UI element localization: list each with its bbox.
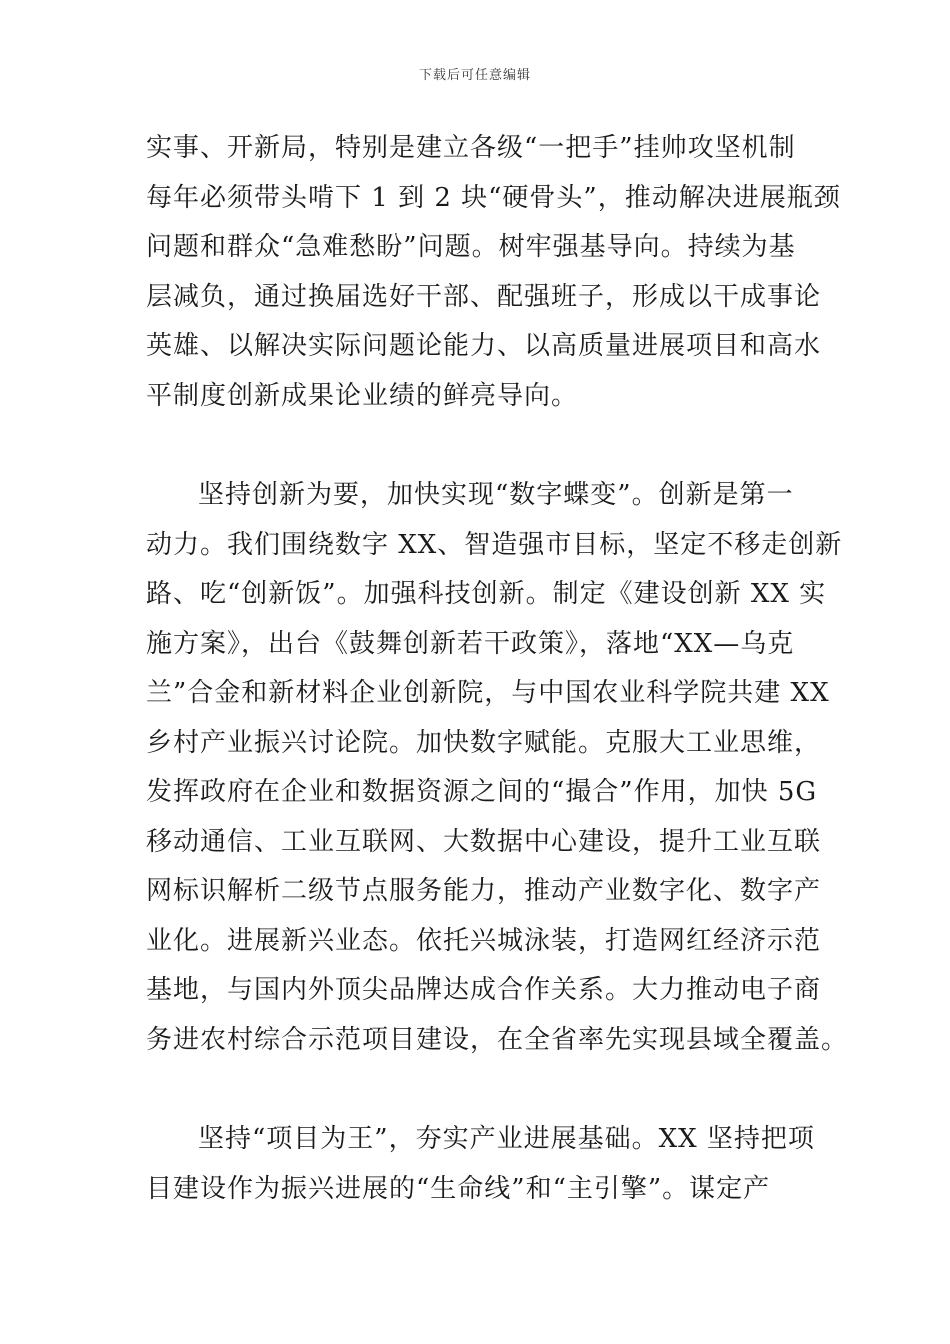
text-line: 层减负，通过换届选好干部、配强班子，形成以干成事论: [146, 281, 822, 312]
text-line: 基地，与国内外顶尖品牌达成合作关系。大力推动电子商: [146, 975, 822, 1005]
text-line: 兰”合金和新材料企业创新院，与中国农业科学院共建 XX: [146, 678, 830, 708]
text-line: 坚持“项目为王”，夯实产业进展基础。XX 坚持把项: [198, 1124, 815, 1154]
paragraph-3: [146, 1115, 814, 1214]
text-line: 实事、开新局，特别是建立各级“一把手”挂帅攻坚机制: [146, 133, 796, 163]
text-line: 问题和群众“急难愁盼”问题。树牢强基导向。持续为基: [146, 232, 796, 262]
text-line: 移动通信、工业互联网、大数据中心建设，提升工业互联: [146, 826, 822, 857]
paragraph-1: [146, 124, 841, 421]
document-body: [146, 124, 849, 1214]
page-header: 下载后可任意编辑: [418, 68, 531, 83]
text-line: 每年必须带头啃下 1 到 2 块“硬骨头”，推动解决进展瓶颈: [146, 182, 841, 213]
text-line: 目建设作为振兴进展的“生命线”和“主引擎”。谋定产: [146, 1173, 771, 1204]
paragraph-2: [146, 471, 849, 1065]
text-line: 平制度创新成果论业绩的鲜亮导向。: [146, 380, 579, 411]
text-line: 务进农村综合示范项目建设，在全省率先实现县域全覆盖。: [146, 1024, 849, 1055]
text-line: 发挥政府在企业和数据资源之间的“撮合”作用，加快 5G: [146, 777, 818, 807]
text-line: 路、吃“创新饭”。加强科技创新。制定《建设创新 XX 实: [146, 579, 827, 609]
text-line: 施方案》，出台《鼓舞创新若干政策》，落地“XX—乌克: [146, 628, 795, 659]
text-line: 英雄、以解决实际问题论能力、以高质量进展项目和高水: [146, 331, 822, 361]
text-line: 乡村产业振兴讨论院。加快数字赋能。克服大工业思维，: [146, 727, 822, 758]
paragraph-spacer: [146, 421, 814, 471]
text-line: 动力。我们围绕数字 XX、智造强市目标，坚定不移走创新: [146, 529, 843, 560]
text-line: 业化。进展新兴业态。依托兴城泳装，打造网红经济示范: [146, 925, 822, 956]
paragraph-spacer: [146, 1065, 814, 1115]
text-line: 坚持创新为要，加快实现“数字蝶变”。创新是第一: [198, 480, 794, 510]
text-line: 网标识解析二级节点服务能力，推动产业数字化、数字产: [146, 876, 822, 906]
